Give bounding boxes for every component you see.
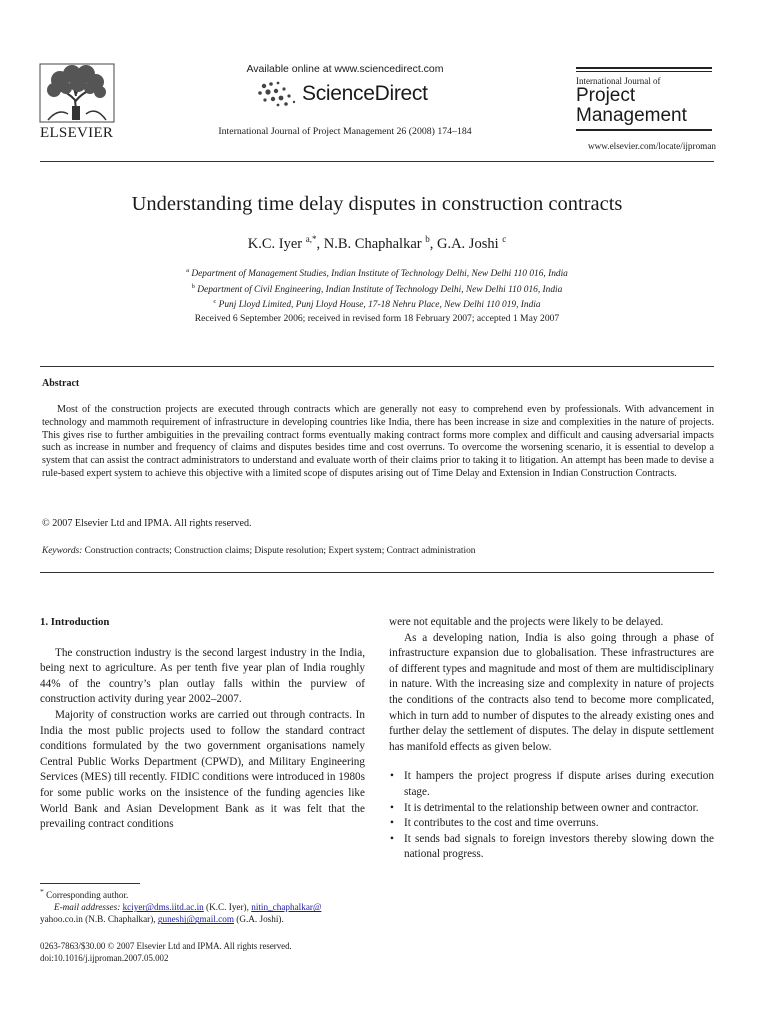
- publisher-name: ELSEVIER: [40, 125, 114, 141]
- author-affiliation-mark: c: [502, 234, 507, 244]
- header-divider: [40, 161, 714, 162]
- issn-line: 0263-7863/$30.00 © 2007 Elsevier Ltd and IPMA. All rights reserved.: [40, 941, 292, 951]
- received-dates: Received 6 September 2006; received in revised form 18 February 2007; accepted 1 May 2007: [194, 313, 560, 324]
- list-item: [389, 769, 714, 800]
- affiliation-item: [40, 265, 714, 281]
- list-item: [389, 801, 714, 817]
- available-online-text: Available online at www.sciencedirect.com: [246, 63, 444, 75]
- abstract-heading: Abstract: [42, 378, 80, 389]
- author-list: K.C. Iyer $^{a,*}$, N.B. Chaphalkar $^b$, G.A. Joshi $^c$: [247, 234, 507, 252]
- abstract-copyright: © 2007 Elsevier Ltd and IPMA. All rights reserved.: [42, 518, 252, 529]
- affiliation-item: [40, 296, 714, 312]
- bullet-icon: •: [390, 832, 394, 845]
- left-column: [40, 615, 365, 833]
- issn-block: [40, 940, 292, 964]
- email-owner: (K.C. Iyer),: [206, 902, 249, 913]
- body-paragraph: were not equitable and the projects were likely to be delayed.: [389, 616, 664, 628]
- body-paragraph: Majority of construction works are carried out through contracts. In India the most public projects used to follow the standard contract conditions formulated by the two government organisations namely Central Public Works Department (CPWD), and Military Engineering Services (MES) till recently. FIDIC conditions were introduced in 1980s for some public works on the insistence of the funding agencies like World Bank and Asian Development Bank as it was felt that the prevailing contract conditions: [40, 708, 365, 831]
- right-column: [389, 615, 714, 863]
- author-affiliation-mark: b: [425, 234, 430, 244]
- affiliation-text: Department of Civil Engineering, Indian Institute of Technology Delhi, New Delhi 110 016, India: [197, 284, 563, 295]
- author-name: N.B. Chaphalkar: [323, 235, 422, 252]
- section-heading: 1. Introduction: [40, 616, 110, 628]
- sciencedirect-wordmark: ScienceDirect: [302, 82, 428, 105]
- list-item: [389, 832, 714, 863]
- journal-name-line-2: Management: [576, 105, 687, 126]
- masthead-rule: [576, 71, 712, 72]
- article-title: Understanding time delay disputes in construction contracts: [131, 193, 623, 215]
- corresponding-author-footnote: [40, 886, 365, 926]
- list-item-text: It hampers the project progress if dispute arises during execution stage.: [404, 770, 714, 798]
- footnote-rule: [40, 883, 140, 884]
- abstract-body: Most of the construction projects are executed through contracts which are generally not easy to comprehend even by professionals. With advancement in technology and mammoth requirement of infrastructure in developing countries like India, there has been increase in size and complexities in the nature of projects. This gives rise to further ambiguities in the prevailing contract forms eventually making contract forms more complex and difficult and causing adversarial impacts such as increase in number and frequency of claims and disputes besides time and cost overruns. To overcome the worsening scenario, it is essential to develop a system that can assist the contract administrators to understand and evaluate worth of their claims prior to taking it to litigation. An attempt has been made to devise a rule-based expert system to achieve this objective with a limited scope of disputes arising out of Time Delay and Extension in Indian Construction Contracts.: [42, 404, 714, 479]
- email-link-iyer[interactable]: kciyer@dms.iitd.ac.in: [122, 902, 204, 913]
- masthead-rule: [576, 129, 712, 131]
- elsevier-tree-logo: [38, 62, 116, 124]
- email-owner: (G.A. Joshi).: [236, 914, 284, 925]
- body-paragraph: The construction industry is the second largest industry in the India, being next to agriculture. As per tenth five year plan of India roughly 44% of the country’s plan outlay falls within the purview of construction activity during year 2002–2007.: [40, 646, 365, 706]
- email-line: [40, 901, 365, 913]
- email-link-chaphalkar[interactable]: nitin_chaphalkar@: [251, 902, 322, 913]
- author-name: K.C. Iyer: [247, 235, 303, 252]
- journal-citation: International Journal of Project Management 26 (2008) 174–184: [218, 126, 472, 137]
- body-paragraph: As a developing nation, India is also going through a phase of infrastructure expansion due to globalisation. These infrastructures are of different types and magnitude and most of them are multidisciplinary in nature. With the increasing size and complexity in nature of projects the conditions of the contracts also tend to become more complicated, which in turn add to number of disputes to the already existing ones and further delay the settlement of disputes. The delay in dispute settlement has manifold effects as given below.: [389, 631, 714, 753]
- keywords-line: [42, 546, 475, 556]
- list-item-text: It contributes to the cost and time overruns.: [404, 817, 599, 830]
- email-owner: (N.B. Chaphalkar),: [85, 914, 156, 925]
- doi-line[interactable]: doi:10.1016/j.ijproman.2007.05.002: [40, 953, 169, 964]
- affiliation-text: Department of Management Studies, Indian Institute of Technology Delhi, New Delhi 110 016, India: [191, 269, 568, 280]
- email-label: E-mail addresses:: [54, 902, 121, 913]
- abstract-bottom-rule: [40, 572, 714, 573]
- keywords-text: Construction contracts; Construction claims; Dispute resolution; Expert system; Contract administration: [84, 546, 476, 556]
- journal-kicker: International Journal of: [576, 76, 661, 86]
- journal-name-line-1: Project: [576, 85, 636, 106]
- email-domain: yahoo.co.in: [40, 914, 83, 925]
- abstract-top-rule: [40, 366, 714, 367]
- author-name: G.A. Joshi: [436, 235, 499, 252]
- effects-list: [389, 769, 714, 863]
- sciencedirect-logo: [256, 80, 428, 108]
- email-link-joshi[interactable]: guneshj@gmail.com: [157, 914, 234, 925]
- affiliation-text: Punj Lloyd Limited, Punj Lloyd House, 17-18 Nehru Place, New Delhi 110 019, India: [218, 300, 541, 311]
- list-item: [389, 816, 714, 832]
- affiliation-list: [40, 265, 714, 312]
- bullet-icon: •: [390, 817, 394, 830]
- list-item-text: It is detrimental to the relationship between owner and contractor.: [404, 801, 699, 814]
- journal-url-link[interactable]: www.elsevier.com/locate/ijproman: [588, 141, 716, 151]
- affiliation-mark: b: [191, 282, 195, 290]
- journal-masthead: [576, 63, 712, 133]
- bullet-icon: •: [390, 770, 394, 783]
- list-item-text: It sends bad signals to foreign investors thereby slowing down the national progress.: [404, 832, 714, 861]
- keywords-label: Keywords:: [42, 546, 83, 556]
- sciencedirect-dots-icon: [256, 80, 300, 108]
- corresponding-line: [40, 886, 365, 901]
- masthead-rule: [576, 67, 712, 69]
- affiliation-mark: a: [186, 267, 190, 274]
- author-affiliation-mark: a,*: [305, 234, 317, 244]
- affiliation-item: [40, 281, 714, 297]
- footnote-mark: *: [40, 887, 44, 896]
- affiliation-mark: c: [213, 298, 217, 306]
- email-line: [40, 913, 365, 925]
- corresponding-label: Corresponding author.: [46, 890, 129, 901]
- bullet-icon: •: [390, 801, 394, 814]
